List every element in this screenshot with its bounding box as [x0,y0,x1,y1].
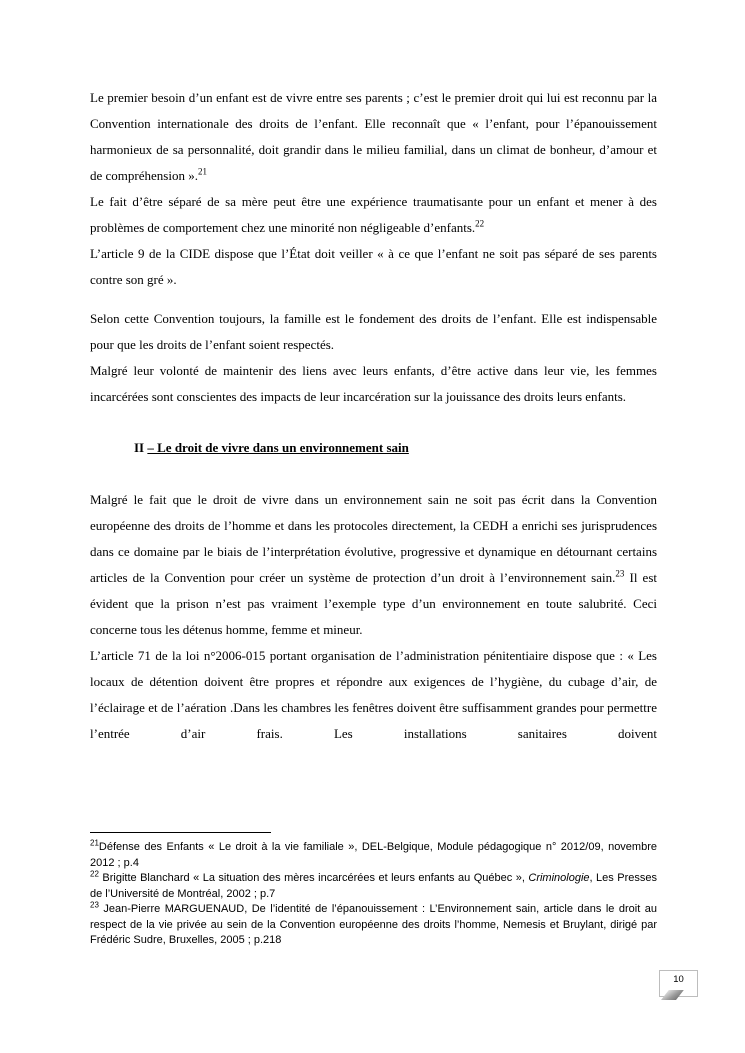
paragraph-3-text: L’article 9 de la CIDE dispose que l’État doit veiller « à ce que l’enfant ne soit pas séparé de ses parents contre son gré ». [90,246,657,287]
footnote-separator [90,832,271,833]
section-heading-title: – Le droit de vivre dans un environnement sain [147,440,409,455]
footnote-21 [90,840,657,871]
paragraph-6-text-continued: Il est évident que la prison n’est pas vraiment l’exemple type d’un environnement en toute salubrité. Ceci concerne tous les détenus homme, femme et mineur. [90,570,658,637]
page-number: 10 [673,974,684,985]
footnote-ref-23: 23 [615,568,625,579]
paragraph-4 [90,306,657,358]
paragraph-6 [90,487,657,643]
paragraph-4-text: Selon cette Convention toujours, la famille est le fondement des droits de l’enfant. Elle est indispensable pour que les droits de l’enfant soient respectés. [90,311,657,352]
paragraph-5-text: Malgré leur volonté de maintenir des liens avec leurs enfants, d’être active dans leur vie, les femmes incarcérées sont conscientes des impacts de leur incarcération sur la jouissance des droits leurs enfants. [90,363,657,404]
paragraph-1-text: Le premier besoin d’un enfant est de vivre entre ses parents ; c’est le premier droit qui lui est reconnu par la Convention internationale des droits de l’enfant. Elle reconnaît que « l’enfant, pour l’épanouissement harmonieux de sa personnalité, doit grandir dans le milieu familial, dans un climat de bonheur, d’amour et de compréhension ». [90,90,657,183]
paragraph-1 [90,85,657,189]
footnote-22 [90,871,657,902]
section-heading [90,435,657,461]
paragraph-2-text: Le fait d’être séparé de sa mère peut être une expérience traumatisante pour un enfant et mener à des problèmes de comportement chez une minorité non négligeable d’enfants. [90,194,657,235]
footnote-22-journal-title: Criminologie [528,872,590,884]
paragraph-6-text: Malgré le fait que le droit de vivre dans un environnement sain ne soit pas écrit dans la Convention européenne des droits de l’homme et dans les protocoles directement, la CEDH a enrichi ses jurisprudences dans ce domaine par le biais de l’interprétation évolutive, progressive et dynamique en détournant certains articles de la Convention pour créer un système de protection d’un droit à l’environnement sain. [90,492,657,585]
text-content [90,85,657,747]
footnote-21-text: Défense des Enfants « Le droit à la vie familiale », DEL-Belgique, Module pédagogique n° 2012/09, novembre 2012 ; p.4 [90,841,657,869]
footnote-ref-21: 21 [197,166,207,177]
footnote-22-number: 22 [90,869,99,879]
footnote-22-text-continued: , Les Presses de l’Université de Montréal, 2002 ; p.7 [90,872,658,900]
footnote-23-text: Jean-Pierre MARGUENAUD, De l’identité de l’épanouissement : L’Environnement sain, article dans le droit au respect de la vie privée au sein de la Convention européenne des droits l’homme, Nemesis et Bruylant, dirigé par Frédéric Sudre, Bruxelles, 2005 ; p.218 [90,903,657,946]
page-number-box [659,970,698,997]
section-heading-number: II [134,440,148,455]
paragraph-2 [90,189,657,241]
paragraph-7-text: L’article 71 de la loi n°2006-015 portant organisation de l’administration pénitentiaire dispose que : « Les locaux de détention doivent être propres et répondre aux exigences de l’hygiène, du cubage d’air, de l’éclairage et de l’aération .Dans les chambres les fenêtres doivent être suffisamment grandes pour permettre l’entrée d’air frais. Les installations sanitaires doivent [90,648,657,741]
footnotes-section [90,832,657,949]
corner-fold-icon [661,990,684,1000]
footnote-23-number: 23 [90,900,99,910]
paragraph-7 [90,643,657,747]
footnote-22-text: Brigitte Blanchard « La situation des mères incarcérées et leurs enfants au Québec », [98,872,529,884]
paragraph-3 [90,241,657,293]
paragraph-5 [90,358,657,410]
footnote-21-number: 21 [90,838,99,848]
footnote-23 [90,902,657,949]
footnote-ref-22: 22 [475,218,485,229]
